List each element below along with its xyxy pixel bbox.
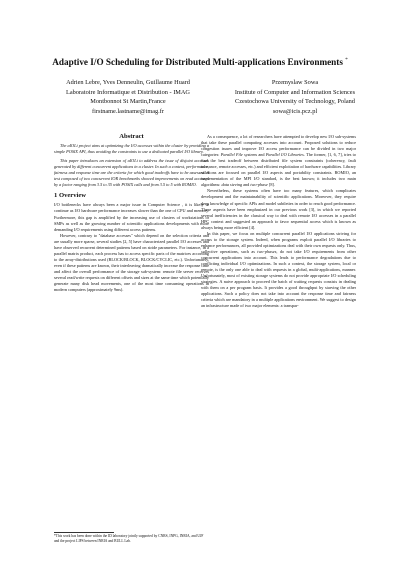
footnote-rule: [54, 532, 114, 533]
author-affiliation: Laboratoire Informatique et Distribution - IMAG: [66, 88, 190, 96]
section-heading-overview: 1 Overview: [54, 192, 87, 200]
title-footnote-mark: *: [345, 57, 348, 63]
paper-title: [0, 57, 400, 67]
body-paragraph: However, contrary to "database accesses" which depend on the selection criteria and are usually more sparse, several studies [2, 5] have characterized parallel I/O accesses and have observed recurrent determined patterns based on stride parameters. For instance, in a parallel matrix product, each process has to access specific parts of the matrices according to the array-distributions used (BLOCK/BLOCK, BLOCK/CYCLIC, etc.). Unfortunately, even if these patterns are known, their interleaving dramatically increase the response time and affect the overall performance of the storage sub-system: remote file server receives several read/write requests on different offsets and sizes at the same time which potentially generate many disk head movements, one of the most time consuming operations in modern computers (approximately 9ms).: [54, 232, 209, 293]
text-run: [8].: [267, 182, 275, 188]
body-paragraph: I/O bottlenecks have always been a major issue in Computer Science , it is likely to continue as I/O hardware performance increases slower than the one of CPU and memory. Furthermore, this gap is amplified by the increasing use of clusters of workstations or SMPs as well as the growing number of scientific applications developments with more demanding I/O requirements using different access patterns.: [54, 202, 209, 232]
author-email: sowa@icis.pcz.pl: [272, 107, 318, 115]
text-run-italic: Parallel I/O Libraries: [265, 152, 304, 158]
author-block-left: [48, 78, 208, 116]
body-paragraph: [201, 134, 356, 188]
footnote: *This work has been done within the ID laboratory jointly supported by CNRS, INPG, INRIA, and UJF and the project LIPS between INRIA and BULL Lab.: [54, 534, 204, 543]
text-run-italic: data sieving: [221, 182, 243, 188]
abstract-paragraph: The aIOLi project aims at optimizing the I/O accesses within the cluster by providing a simple POSIX API, thus avoiding the constraints to use a dedicated parallel I/O library.: [54, 143, 209, 155]
author-block-right: [215, 78, 375, 116]
text-run: and: [242, 182, 251, 188]
text-run-italic: two-phase: [250, 182, 268, 188]
text-run: and: [257, 152, 266, 158]
body-paragraph: [201, 231, 356, 310]
abstract-heading: Abstract: [119, 133, 144, 140]
text-run: In this paper, we focus on multiple concurrent parallel I/O applications striving for access to the storage system. Indeed, when programs exploit parallel I/O libraries to enhance performances, all provided optimizations deal with their own requests only. Thus, collective operations, such as: [201, 230, 356, 254]
text-run-italic: two-phases: [257, 248, 277, 254]
author-names: Przemyslaw Sowa: [271, 79, 319, 86]
author-address: Montbonnot St Martin,France: [90, 98, 166, 106]
left-column: [54, 134, 209, 293]
right-column: [201, 134, 356, 309]
text-run: . The former, [1, 6, 7], tries to find the best tradeoff between distributed file system constraints (coherency, fault tolerance, remote accesses, etc.) and efficient exploitation of hardware capabilities. Library solutions are focused on parallel I/O aspects and portability constraints. ROMIO, an implementation of the MPI I/O standard, is the best known; it includes two main algorithms:: [201, 152, 356, 188]
body-paragraph: Nevertheless, these systems often have too many features, which complicates development and the maintainability of scientific applications. Moreover, they require deep knowledge of specific APIs and model subtleties in order to reach good performance. These aspects have been emphasized in our previous work [3], in which we reported several inefficiencies in the classical way to deal with remote I/O accesses in a parallel HPC context and suggested an approach to favor sequential access which is known as always being more efficient [4].: [201, 188, 356, 230]
author-affiliation: Institute of Computer and Information Sciences: [234, 88, 356, 96]
text-run: As a consequence, a lot of researchers have attempted to develop new I/O sub-systems that take these parallel computing accesses into account. Proposed solutions to reduce congestion issues and improve I/O access performance can be divided in two major categories:: [201, 134, 356, 158]
text-run-italic: Parallel File systems: [220, 152, 258, 158]
author-names: Adrien Lebre, Yves Denneulin, Guillaume Huard: [66, 79, 190, 86]
text-run: , do not take I/O requirements from other concurrent applications into account. This leads to performance degradations due to conflicting individual I/O optimizations. In such a context, the storage system, local or remote, is the only one able to deal with requests in a global, multi-applications, manner. Unfortunately, most of existing storage systems do not provide appropriate I/O scheduling strategies. A naive approach to proceed the batch of waiting requests consists in dealing with them on a per program basis. It provides a good throughput by starving the other applications. Such a policy does not take into account the response time and fairness criteria which are mandatory in a multiple applications environment. We suggest to design an infrastructure made of two major elements: a transpar-: [201, 248, 356, 309]
author-email: firstname.lastname@imag.fr: [92, 107, 164, 115]
paper-title-text: Adaptive I/O Scheduling for Distributed Multi-applications Environments: [52, 57, 343, 67]
abstract-section: [54, 134, 209, 188]
author-address: Czestochowa University of Technology, Poland: [235, 98, 355, 106]
abstract-paragraph: This paper introduces an extension of aIOLi to address the issue of disjoint accesses generated by different concurrent applications in a cluster. In such a context, performance, fairness and response time are the criteria for which good tradeoffs have to be assessed. A test composed of two concurrent IOR benchmarks showed improvements on read accesses by a factor ranging from 3.5 to 35 with POSIX calls and from 3.5 to 5 with ROMIO.: [54, 158, 209, 188]
